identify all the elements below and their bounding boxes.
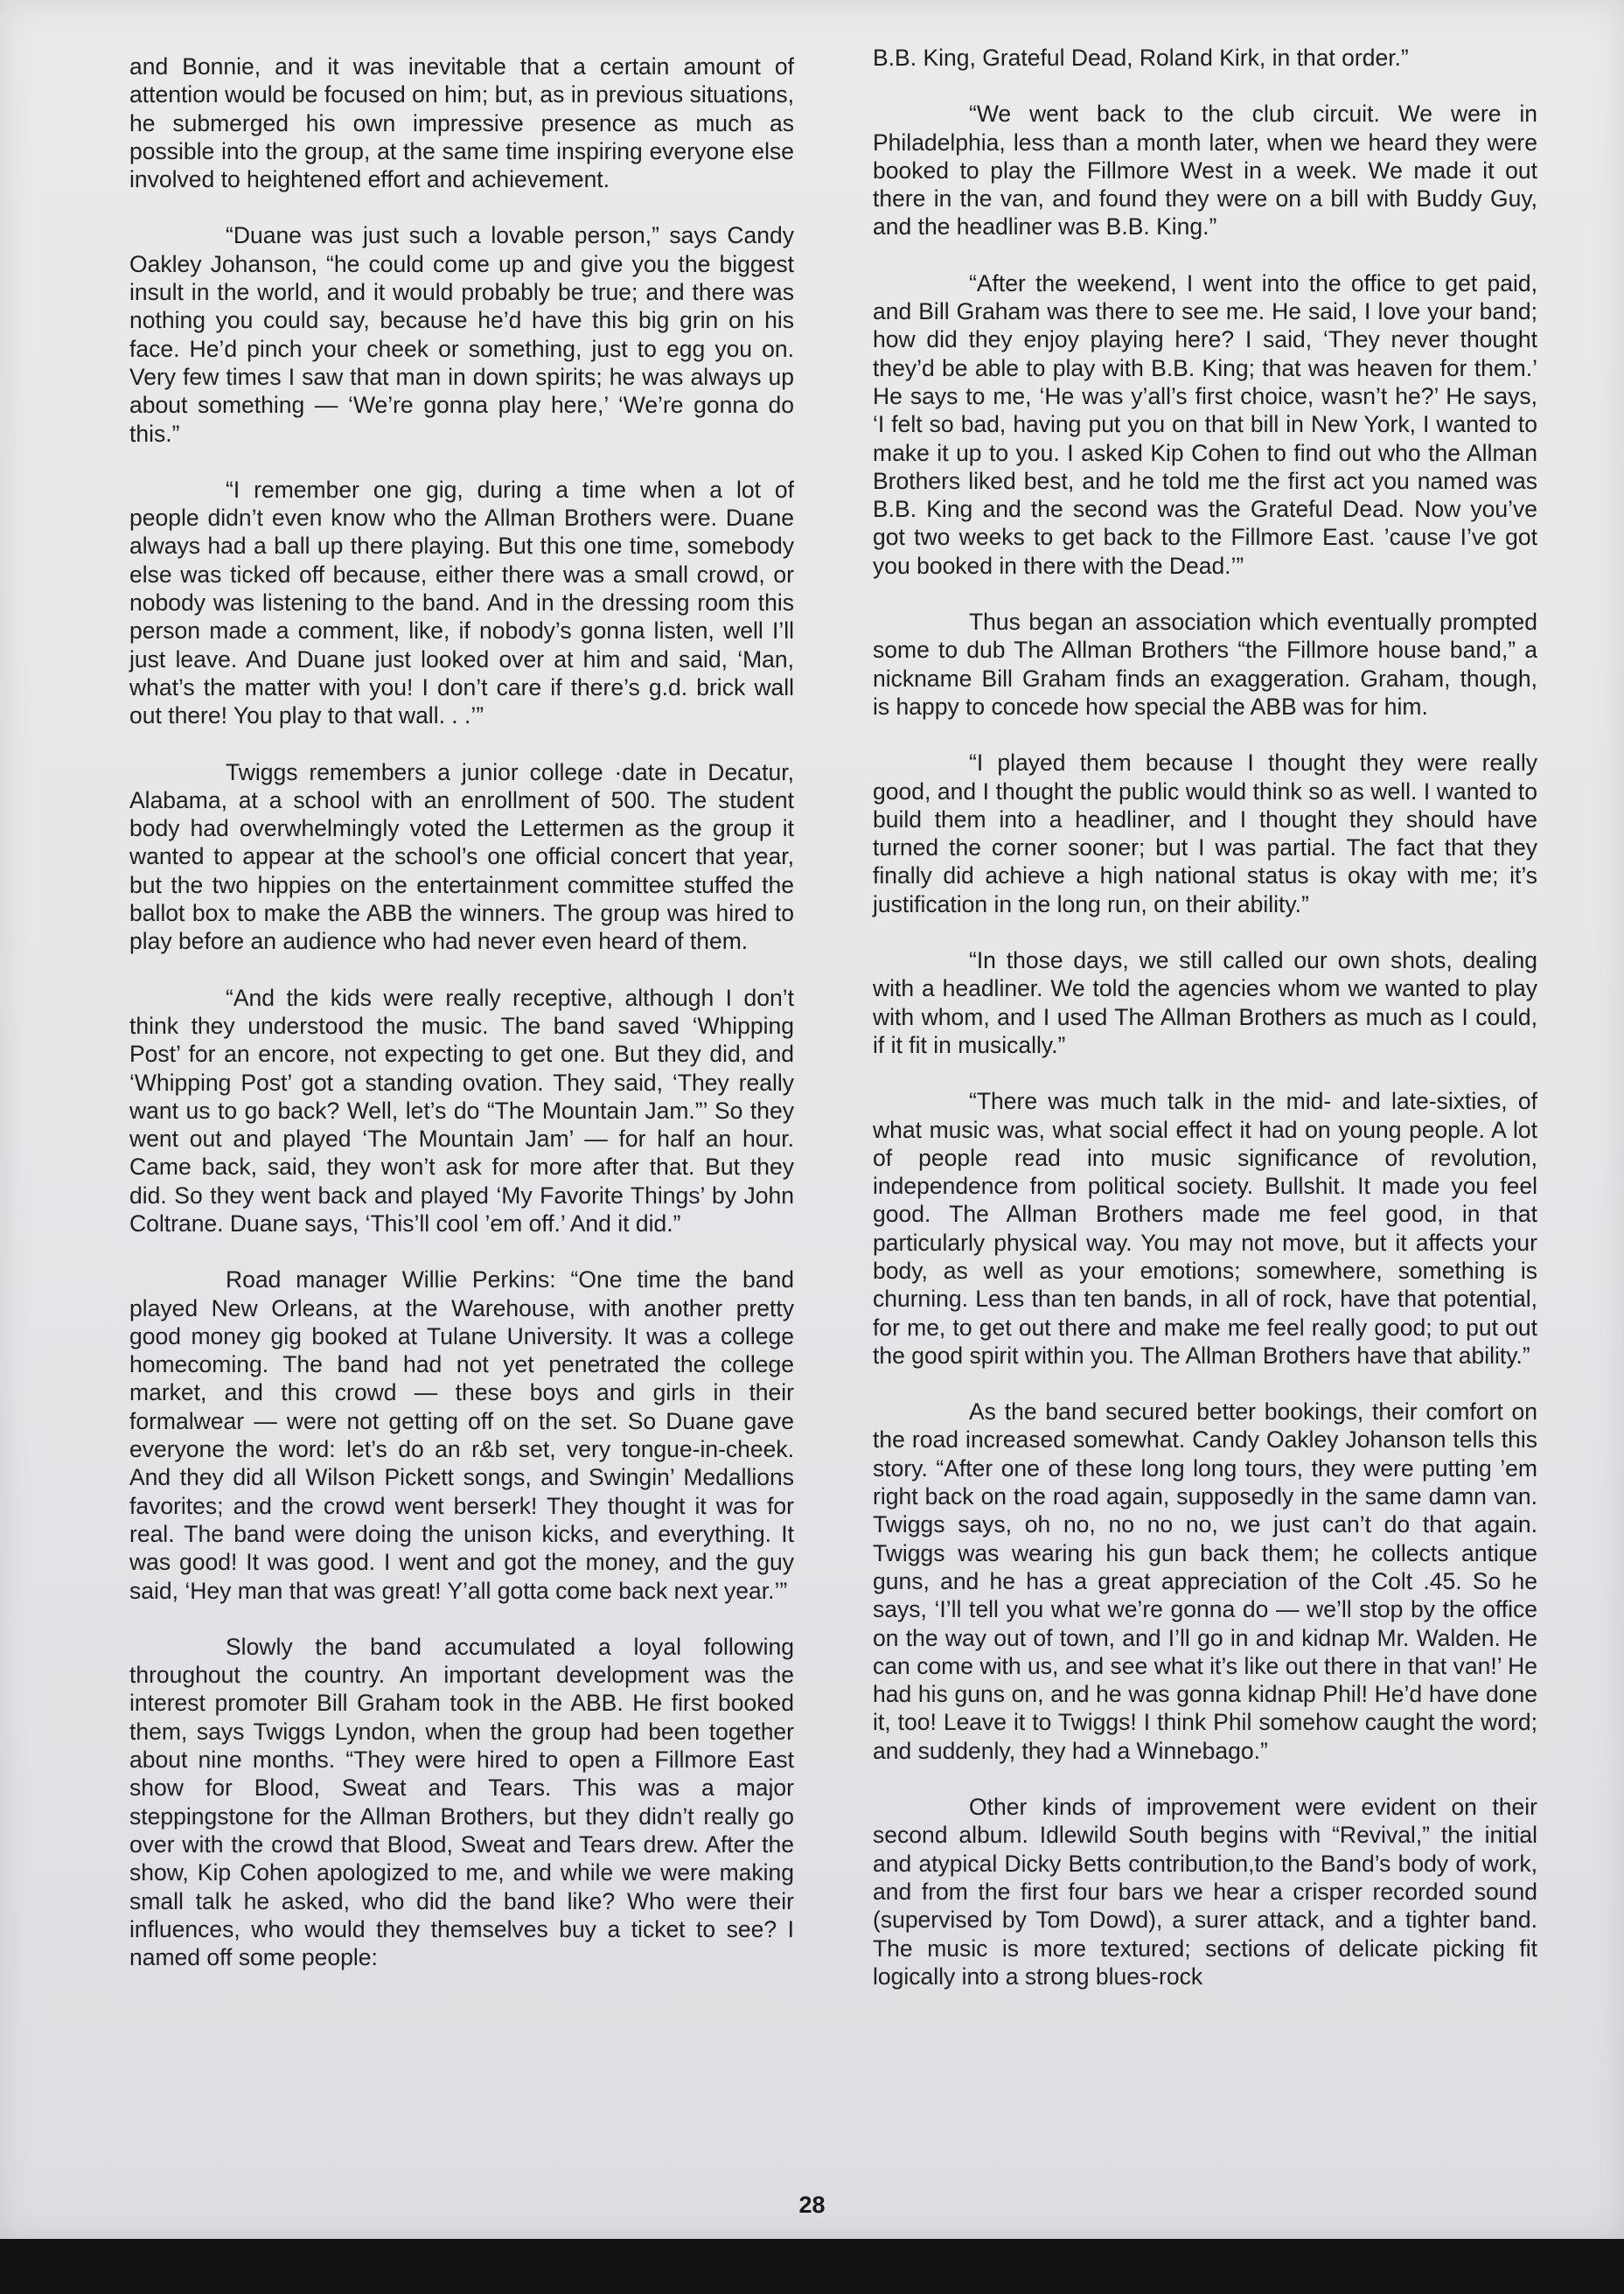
paragraph: “And the kids were really receptive, although I don’t think they understood the music. The band saved ‘Whipping Post’ for an encore, not expecting to get one. But they did, and ‘Whipping Post’ got a standing ovation. They said, ‘They really want us to go back? Well, let’s do “The Mountain Jam.”’ So they went out and played ‘The Mountain Jam’ — for half an hour. Came back, said, they won’t ask for more after that. But they did. So they went back and played ‘My Favorite Things’ by John Coltrane. Duane says, ‘This’ll cool ’em off.’ And it did.” <box>129 984 794 1237</box>
paragraph: “After the weekend, I went into the office to get paid, and Bill Graham was there to see me. He said, I love your band; how did they enjoy playing here? I said, ‘They never thought they’d be able to play with B.B. King; that was heaven for them.’ He says to me, ‘He was y’all’s first choice, wasn’t he?’ He says, ‘I felt so bad, having put you on that bill in New York, I wanted to make it up to you. I asked Kip Cohen to find out who the Allman Brothers liked best, and he told me the first act you named was B.B. King and the second was the Grateful Dead. Now you’ve got two weeks to get back to the Fillmore East. ’cause I’ve got you booked in there with the Dead.’” <box>873 269 1537 579</box>
page-number: 28 <box>798 2192 826 2218</box>
paragraph: Slowly the band accumulated a loyal following throughout the country. An important development was the interest promoter Bill Graham took in the ABB. He first booked them, says Twiggs Lyndon, when the group had been together about nine months. “They were hired to open a Fillmore East show for Blood, Sweat and Tears. This was a major steppingstone for the Allman Brothers, but they didn’t really go over with the crowd that Blood, Sweat and Tears drew. After the show, Kip Cohen apologized to me, and while we were making small talk he asked, who did the band like? Who were their influences, who would they themselves buy a ticket to see? I named off some people: <box>129 1633 794 1971</box>
paragraph: “I played them because I thought they were really good, and I thought the public would think so as well. I wanted to build them into a headliner, and I thought they should have turned the corner sooner; but I was partial. The fact that they finally did achieve a high national status is okay with me; it’s justification in the long run, on their ability.” <box>873 750 1537 917</box>
paragraph: Twiggs remembers a junior college ·date in Decatur, Alabama, at a school with an enrollment of 500. The student body had overwhelmingly voted the Lettermen as the group it wanted to appear at the school’s one official concert that year, but the two hippies on the entertainment committee stuffed the ballot box to make the ABB the winners. The group was hired to play before an audience who had never even heard of them. <box>129 758 794 955</box>
paragraph: “Duane was just such a lovable person,” says Candy Oakley Johanson, “he could come up and give you the biggest insult in the world, and it would probably be true; and there was nothing you could say, because he’d have this big grin on his face. He’d pinch your cheek or something, just to egg you on. Very few times I saw that man in down spirits; he was always up about something — ‘We’re gonna play here,’ ‘We’re gonna do this.” <box>129 222 794 447</box>
paragraph: “We went back to the club circuit. We were in Philadelphia, less than a month later, when we heard they were booked to play the Fillmore West in a week. We made it out there in the van, and found they were on a bill with Buddy Guy, and the headliner was B.B. King.” <box>873 101 1537 241</box>
paragraph: “In those days, we still called our own shots, dealing with a headliner. We told the agencies whom we wanted to play with whom, and I used The Allman Brothers as much as I could, if it fit in musically.” <box>873 947 1537 1058</box>
left-text-column <box>129 52 794 1999</box>
paragraph: Other kinds of improvement were evident on their second album. Idlewild South begins with “Revival,” the initial and atypical Dicky Betts contribution,to the Band’s body of work, and from the first four bars we hear a crisper recorded sound (supervised by Tom Dowd), a surer attack, and a tighter band. The music is more textured; sections of delicate picking fit logically into a strong blues-rock <box>873 1794 1537 1990</box>
paragraph: “There was much talk in the mid- and late-sixties, of what music was, what social effect it had on young people. A lot of people read into music significance of revolution, independence from political society. Bullshit. It made you feel good. The Allman Brothers made me feel good, in that particularly physical way. You may not move, but it affects your body, as well as your emotions; somewhere, something is churning. Less than ten bands, in all of rock, have that potential, for me, to get out there and make me feel really good; to put out the good spirit within you. The Allman Brothers have that ability.” <box>873 1088 1537 1369</box>
paragraph: Thus began an association which eventually prompted some to dub The Allman Brothers “the Fillmore house band,” a nickname Bill Graham finds an exaggeration. Graham, though, is happy to concede how special the ABB was for him. <box>873 609 1537 720</box>
right-text-column <box>873 44 1537 2019</box>
paragraph: and Bonnie, and it was inevitable that a certain amount of attention would be focused on him; but, as in previous situations, he submerged his own impressive presence as much as possible into the group, at the same time inspiring everyone else involved to heightened effort and achievement. <box>129 53 794 193</box>
dark-background-edge <box>0 2239 1624 2294</box>
paragraph: “I remember one gig, during a time when a lot of people didn’t even know who the Allman Brothers were. Duane always had a ball up there playing. But this one time, somebody else was ticked off because, either there was a small crowd, or nobody was listening to the band. And in the dressing room this person made a comment, like, if nobody’s gonna listen, well I’ll just leave. And Duane just looked over at him and said, ‘Man, what’s the matter with you! I don’t care if there’s g.d. brick wall out there! You play to that wall. . .’” <box>129 476 794 729</box>
paragraph: As the band secured better bookings, their comfort on the road increased somewhat. Candy Oakley Johanson tells this story. “After one of these long long tours, they were putting ’em right back on the road again, supposedly in the same damn van. Twiggs says, oh no, no no no, we just can’t do that again. Twiggs was wearing his gun back them; he collects antique guns, and he has a great appreciation of the Colt .45. So he says, ‘I’ll tell you what we’re gonna do — we’ll stop by the office on the way out of town, and I’ll go in and kidnap Mr. Walden. He can come with us, and see what it’s like out there in that van!’ He had his guns on, and he was gonna kidnap Phil! He’d have done it, too! Leave it to Twiggs! I think Phil somehow caught the word; and suddenly, they had a Winnebago.” <box>873 1398 1537 1764</box>
paragraph: B.B. King, Grateful Dead, Roland Kirk, in that order.” <box>873 45 1409 71</box>
paragraph: Road manager Willie Perkins: “One time the band played New Orleans, at the Warehouse, with another pretty good money gig booked at Tulane University. It was a college homecoming. The band had not yet penetrated the college market, and this crowd — these boys and girls in their formalwear — were not getting off on the set. So Duane gave everyone the word: let’s do an r&b set, very tongue-in-cheek. And they did all Wilson Pickett songs, and Swingin’ Medallions favorites; and the crowd went berserk! They thought it was for real. The band were doing the unison kicks, and everything. It was good! It was good. I went and got the money, and the guy said, ‘Hey man that was great! Y’all gotta come back next year.’” <box>129 1266 794 1604</box>
